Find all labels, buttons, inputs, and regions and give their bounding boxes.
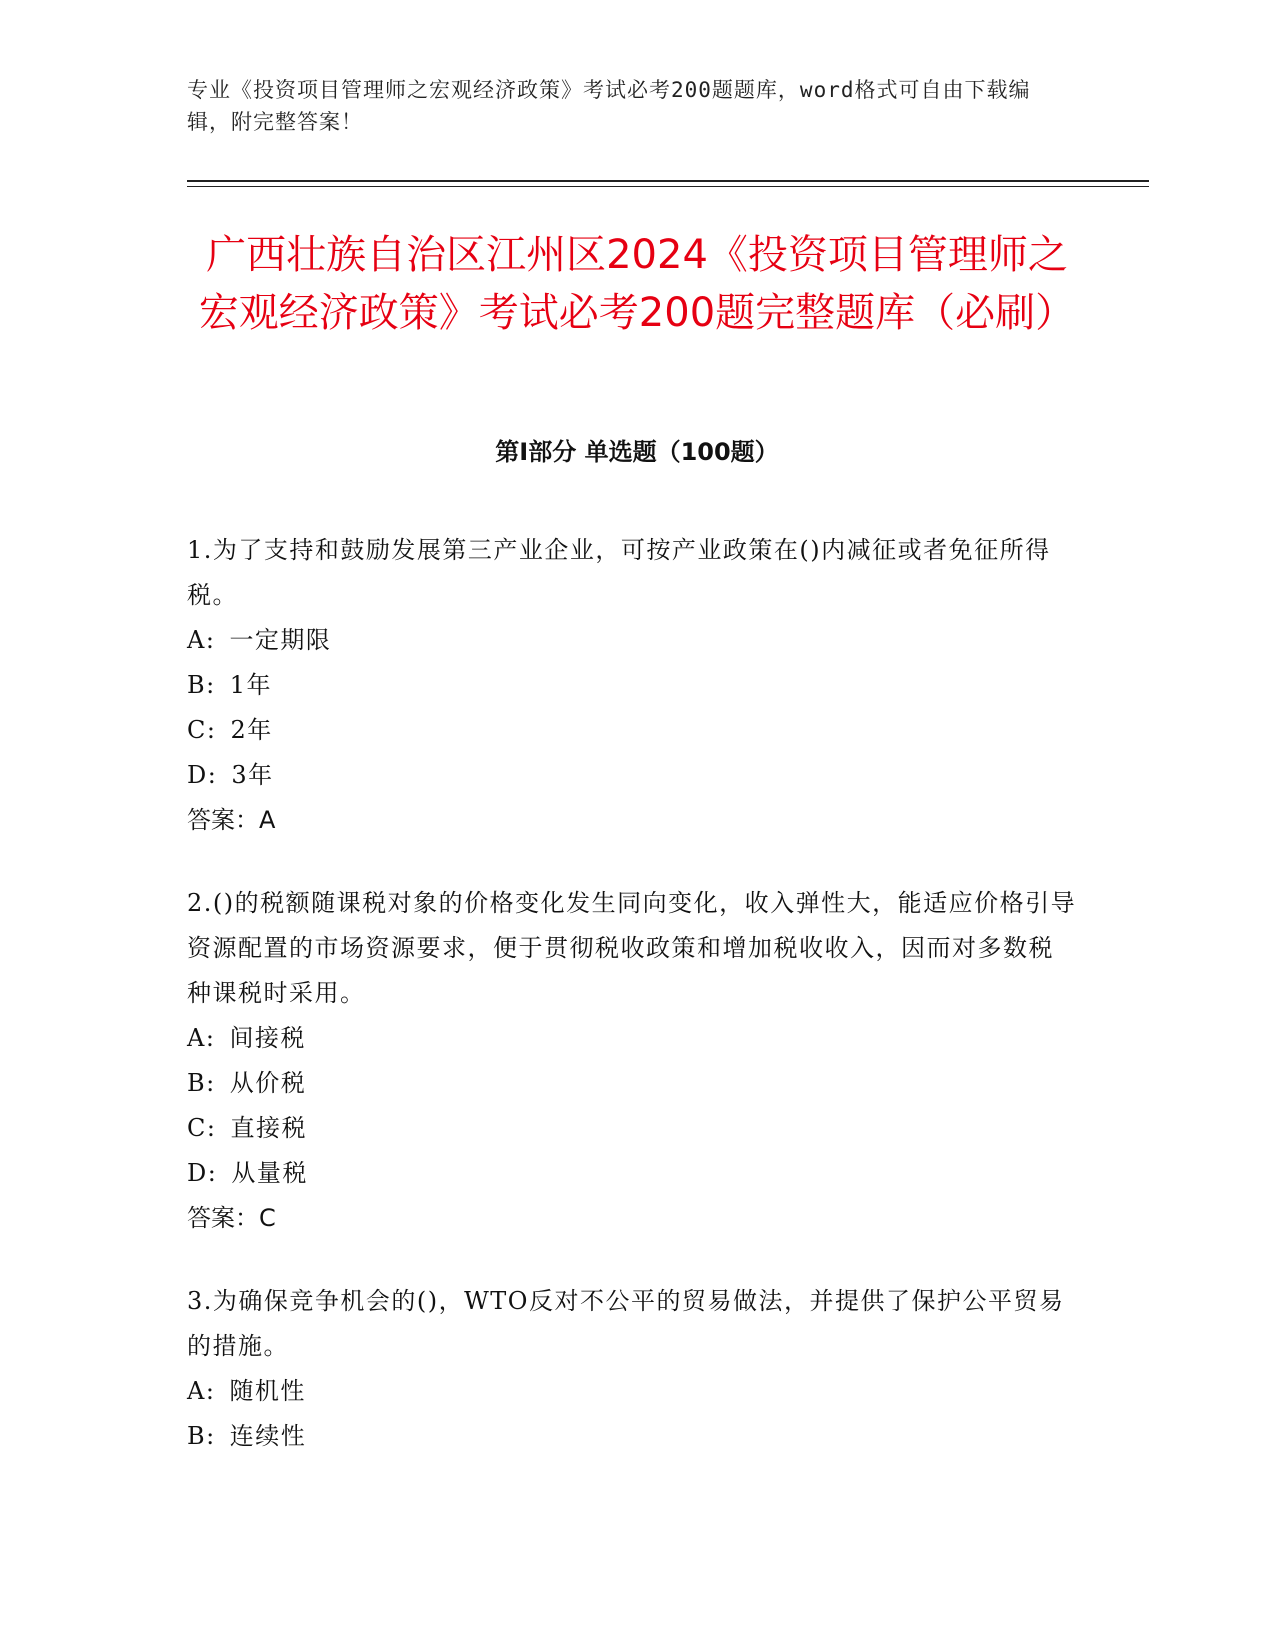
option-letter: A xyxy=(187,626,206,654)
answer-value: A xyxy=(259,806,276,834)
question-stem: 1.为了支持和鼓励发展第三产业企业，可按产业政策在()内减征或者免征所得税。 xyxy=(187,536,1051,609)
question-list xyxy=(187,528,1077,1497)
option-separator: : xyxy=(207,761,218,789)
option-text: 一定期限 xyxy=(229,626,332,654)
question-item xyxy=(187,528,1077,843)
answer-option xyxy=(187,708,1077,753)
option-separator: : xyxy=(206,1069,216,1097)
answer-value: C xyxy=(259,1204,276,1232)
section-title: 第I部分 单选题（100题） xyxy=(495,438,779,466)
option-letter: B xyxy=(187,1422,207,1450)
document-title: 广西壮族自治区江州区2024《投资项目管理师之宏观经济政策》考试必考200题完整题库（必刷） xyxy=(198,232,1076,336)
option-letter: C xyxy=(187,1114,207,1142)
answer-option xyxy=(187,1106,1077,1151)
option-text: 直接税 xyxy=(230,1114,307,1142)
option-text: 间接税 xyxy=(229,1024,306,1052)
option-text: 3年 xyxy=(231,761,274,789)
question-stem: 3.为确保竞争机会的()，WTO反对不公平的贸易做法，并提供了保护公平贸易的措施。 xyxy=(187,1287,1065,1360)
header-rule-thick xyxy=(187,180,1149,182)
answer-option xyxy=(187,1414,1077,1459)
header-rule-thin xyxy=(187,186,1149,187)
answer-option xyxy=(187,1369,1077,1414)
option-letter: A xyxy=(187,1377,206,1405)
question-stem: 2.()的税额随课税对象的价格变化发生同向变化，收入弹性大，能适应价格引导资源配置的市场资源要求，便于贯彻税收政策和增加税收收入，因而对多数税种课税时采用。 xyxy=(187,889,1077,1007)
option-letter: D xyxy=(187,1159,208,1187)
answer-line xyxy=(187,798,1077,843)
option-letter: C xyxy=(187,716,207,744)
answer-option xyxy=(187,1061,1077,1106)
answer-option xyxy=(187,1016,1077,1061)
option-text: 1年 xyxy=(229,671,273,699)
option-separator: : xyxy=(206,1114,217,1142)
option-separator: : xyxy=(205,626,216,654)
option-letter: D xyxy=(187,761,208,789)
answer-label: 答案： xyxy=(187,1204,259,1232)
option-separator: : xyxy=(205,1377,216,1405)
header-note: 专业《投资项目管理师之宏观经济政策》考试必考200题题库，word格式可自由下载编辑，附完整答案！ xyxy=(187,78,1031,134)
option-text: 随机性 xyxy=(229,1377,306,1405)
option-separator: : xyxy=(205,1024,216,1052)
option-separator: : xyxy=(206,716,217,744)
answer-option xyxy=(187,1151,1077,1196)
answer-option xyxy=(187,618,1077,663)
option-text: 2年 xyxy=(230,716,273,744)
option-separator: : xyxy=(206,671,216,699)
option-separator: : xyxy=(206,1422,216,1450)
option-letter: A xyxy=(187,1024,206,1052)
answer-label: 答案： xyxy=(187,806,259,834)
question-item xyxy=(187,1279,1077,1459)
answer-option xyxy=(187,753,1077,798)
option-separator: : xyxy=(207,1159,218,1187)
option-text: 从量税 xyxy=(231,1159,308,1187)
question-item xyxy=(187,881,1077,1241)
answer-line xyxy=(187,1196,1077,1241)
option-letter: B xyxy=(187,1069,207,1097)
option-text: 从价税 xyxy=(229,1069,307,1097)
option-text: 连续性 xyxy=(229,1422,307,1450)
answer-option xyxy=(187,663,1077,708)
option-letter: B xyxy=(187,671,207,699)
